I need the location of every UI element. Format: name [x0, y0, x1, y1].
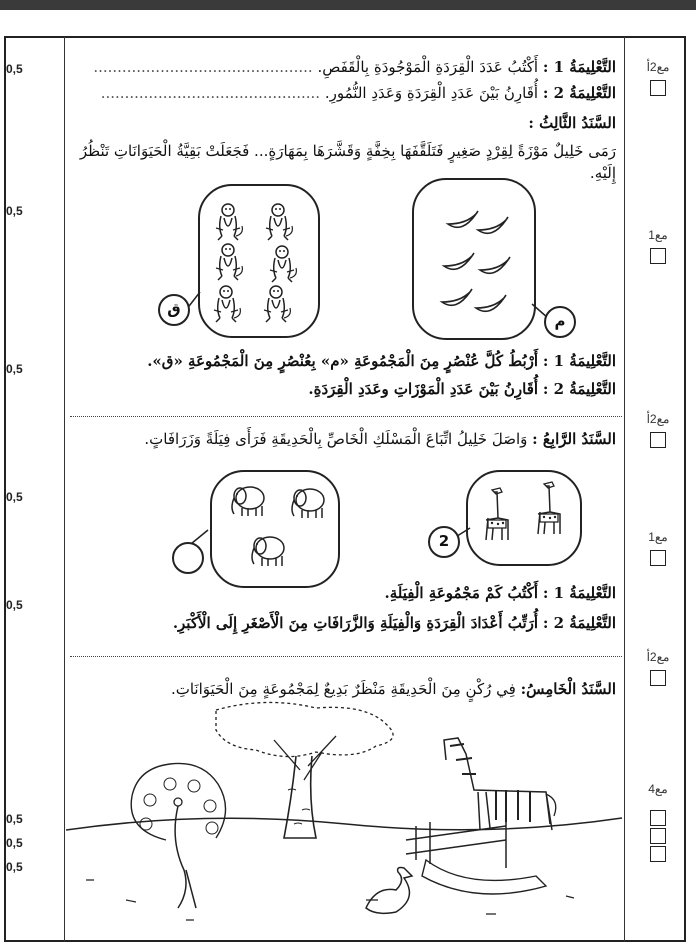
- section-separator: [70, 656, 622, 657]
- instruction-line: [76, 582, 616, 604]
- instruction-line: [76, 612, 616, 634]
- instruction-text: أَكْتُبُ كَمْ مَجْمُوعَةِ الْفِيَلَةِ.: [384, 584, 539, 602]
- section-title: السَّنَدُ الثَّالِثُ :: [528, 114, 616, 132]
- criterion-label: مع1: [648, 530, 668, 544]
- section-text: فِي رُكْنٍ مِنَ الْحَدِيقَةِ مَنْظَرٌ بَدِيعٌ لِمَجْمُوعَةٍ مِنَ الْحَيَوَانَاتِ.: [170, 680, 516, 698]
- banana-icon: [478, 217, 508, 233]
- instruction-label: التَّعْلِيمَةُ 1 :: [542, 584, 616, 602]
- set-label-circle: ق: [158, 294, 190, 326]
- zebra-icon: [444, 738, 556, 830]
- score-value: 0,5: [6, 812, 23, 826]
- section-title: السَّنَدُ الرَّابِعُ :: [532, 430, 616, 448]
- banana-icon: [448, 211, 478, 227]
- set-label-circle: م: [544, 306, 576, 338]
- section-title: السَّنَدُ الْخَامِسُ:: [520, 680, 616, 698]
- peacock-icon: [131, 763, 225, 908]
- monkey-icon: [266, 204, 292, 240]
- score-value: 0,5: [6, 62, 23, 76]
- section-separator: [70, 416, 622, 417]
- duck-icon: [366, 868, 412, 914]
- section-heading-line: [76, 428, 616, 450]
- instruction-text: أَرْبُطُ كُلَّ عُنْصُرٍ مِنَ الْمَجْمُوعَةِ «م» بِعُنْصُرٍ مِنَ الْمَجْمُوعَةِ «ق».: [147, 352, 539, 370]
- monkey-icon: [270, 246, 296, 282]
- monkey-icon: [216, 244, 242, 280]
- instruction-text: أُقَارِنُ بَيْنَ عَدَدِ الْقِرَدَةِ وَعَدَدِ النُّمُورِ.: [324, 84, 539, 102]
- criterion-label: مع4: [648, 782, 668, 796]
- criterion-label: مع2أ: [646, 60, 670, 74]
- criterion-label: مع2أ: [646, 650, 670, 664]
- monkey-icon: [264, 286, 290, 322]
- monkey-icon: [216, 204, 242, 240]
- score-value: 0,5: [6, 598, 23, 612]
- score-value: 0,5: [6, 490, 23, 504]
- answer-circle[interactable]: [172, 542, 204, 574]
- elephant-set: [210, 470, 340, 588]
- giraffe-set: [466, 470, 582, 566]
- instruction-label: التَّعْلِيمَةُ 1 :: [542, 352, 616, 370]
- score-value: 0,5: [6, 204, 23, 218]
- score-value: 0,5: [6, 836, 23, 850]
- criterion-label: مع2أ: [646, 412, 670, 426]
- giraffe-count-circle: 2: [428, 526, 460, 558]
- banana-icon: [480, 257, 510, 273]
- instruction-label: التَّعْلِيمَةُ 1 :: [542, 58, 616, 76]
- criterion-label: مع1: [648, 228, 668, 242]
- instruction-text: أُرَتِّبُ أَعْدَادَ الْقِرَدَةِ وَالْفِيَلَةِ وَالزَّرَافَاتِ مِنَ الْأَصْغَرِ إِلَى الْأَكْبَرِ.: [172, 614, 539, 632]
- instruction-text: أُقَارِنُ بَيْنَ عَدَدِ الْمَوْزَاتِ وعَدَدِ الْقِرَدَةِ.: [308, 380, 539, 398]
- section-text: وَاصَلَ خَلِيلُ اتِّبَاعَ الْمَسْلَكِ الْخَاصِّ بِالْحَدِيقَةِ فَرَأَى فِيَلَةً وَزَرَافَاتٍ.: [144, 430, 528, 448]
- instruction-label: التَّعْلِيمَةُ 2 :: [542, 380, 616, 398]
- instruction-line: [76, 378, 616, 400]
- instruction-line: [76, 350, 616, 372]
- banana-icon: [444, 253, 474, 269]
- banana-icon: [476, 295, 506, 311]
- story-text: رَمَى خَلِيلٌ مَوْزَةً لِقِرْدٍ صَغِيرٍ فَتَلَقَّفَهَا بِخِفَّةٍ وَقَشَّرَهَا بِمَهَارَةٍ... فَجَعَلَتْ بَقِيَّةُ الْحَيَوَانَاتِ تَنْظُرُ إِلَيْهِ.: [79, 142, 616, 182]
- banana-icon: [442, 289, 472, 305]
- instruction-label: التَّعْلِيمَةُ 2 :: [542, 614, 616, 632]
- fence-icon: [406, 820, 546, 894]
- answer-line[interactable]: ..............................................: [93, 58, 313, 76]
- instruction-label: التَّعْلِيمَةُ 2 :: [542, 84, 616, 102]
- score-value: 0,5: [6, 362, 23, 376]
- monkey-icon: [214, 286, 240, 322]
- answer-line[interactable]: ..............................................: [100, 84, 321, 102]
- score-value: 0,5: [6, 860, 23, 874]
- instruction-text: أَكْتُبُ عَدَدَ الْقِرَدَةِ الْمَوْجُودَةِ بِالْقَفَصِ.: [317, 58, 539, 76]
- section-heading-line: [76, 678, 616, 700]
- zoo-scene: [66, 700, 626, 940]
